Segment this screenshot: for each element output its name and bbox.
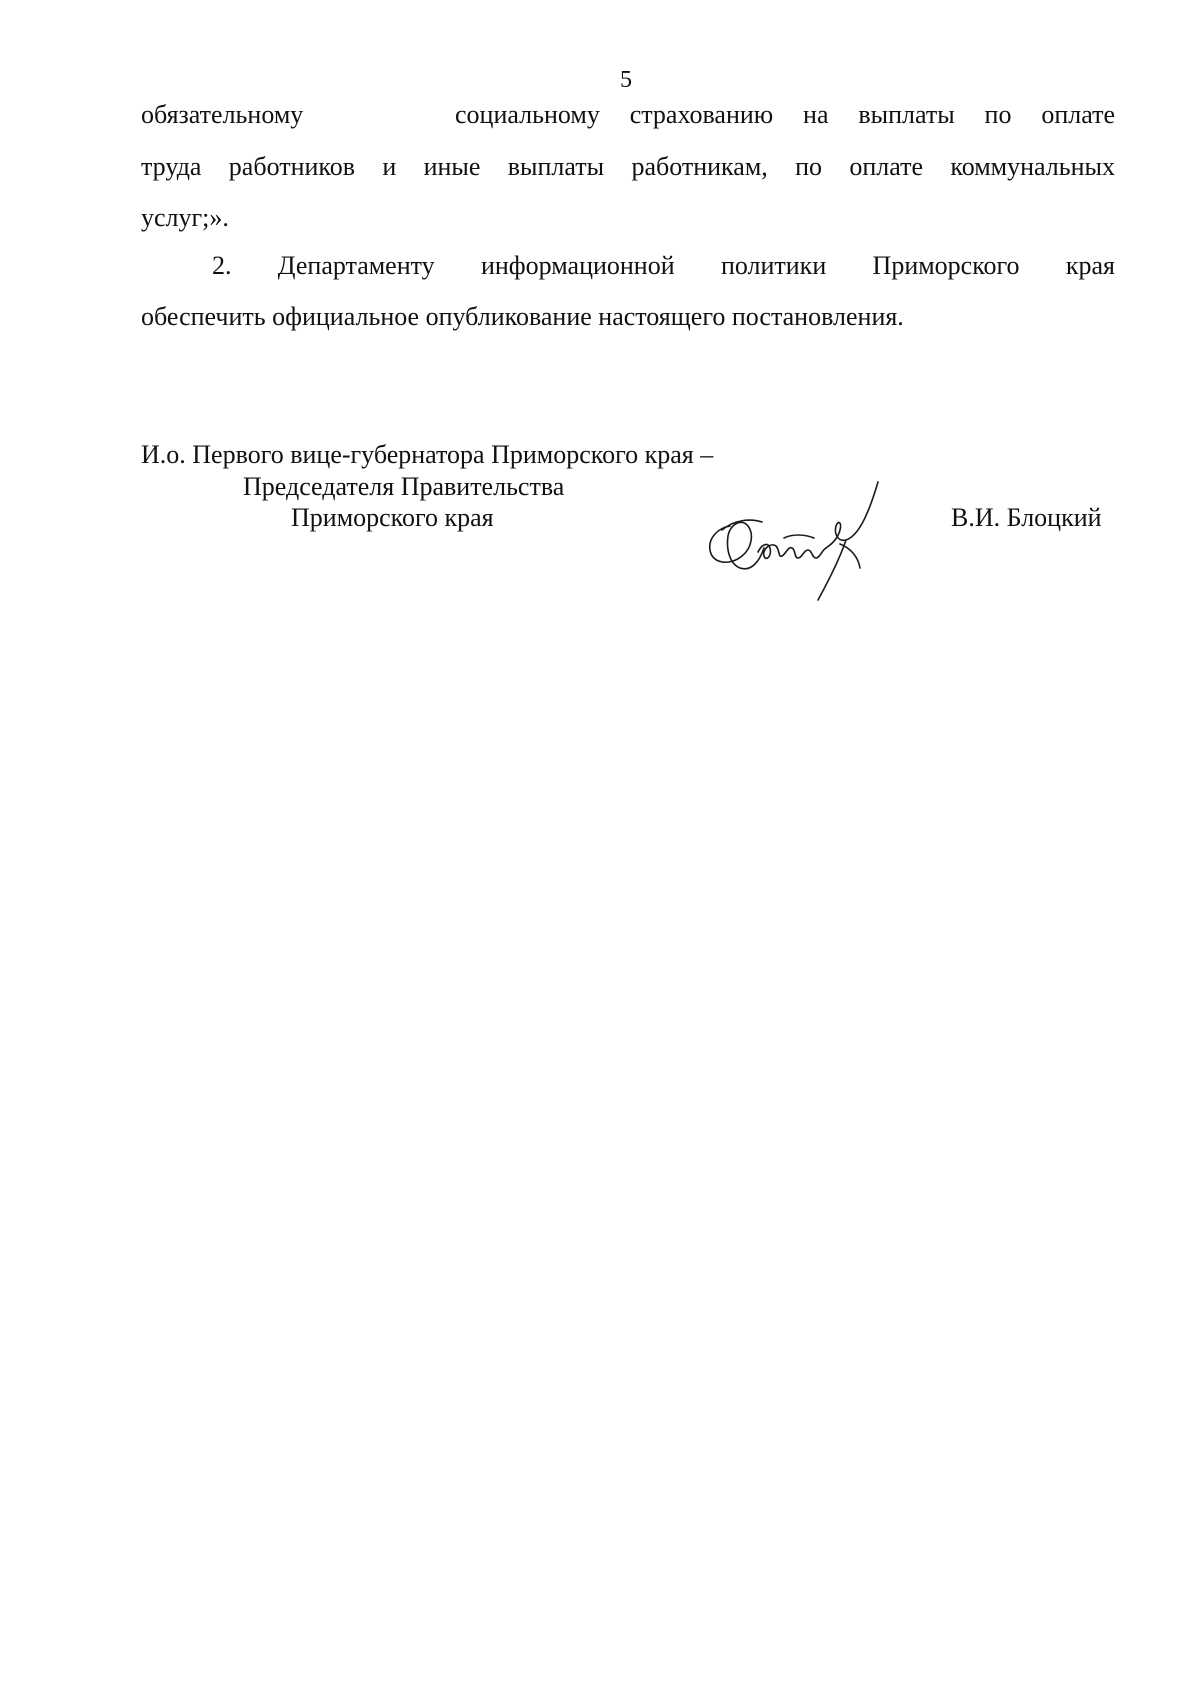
signer-position-line-1: И.о. Первого вице-губернатора Приморского края – [141, 440, 714, 469]
signer-name: В.И. Блоцкий [951, 503, 1102, 532]
signer-position-line-2: Председателя Правительства [243, 472, 565, 501]
paragraph-1-line-1-right: социальному страхованию на выплаты по оплате [455, 100, 1115, 129]
paragraph-2-line-1: 2. Департаменту информационной политики Приморского края [212, 251, 1115, 280]
paragraph-1-line-3: услуг;». [141, 203, 229, 232]
signer-position-line-3: Приморского края [291, 503, 494, 532]
paragraph-2-line-2: обеспечить официальное опубликование настоящего постановления. [141, 302, 904, 331]
paragraph-1-line-2: труда работников и иные выплаты работникам, по оплате коммунальных [141, 152, 1115, 181]
handwritten-signature-icon [700, 468, 900, 608]
paragraph-1-line-1 [141, 98, 1115, 132]
paragraph-1-line-1-left: обязательному [141, 100, 304, 129]
page-number: 5 [620, 67, 632, 93]
